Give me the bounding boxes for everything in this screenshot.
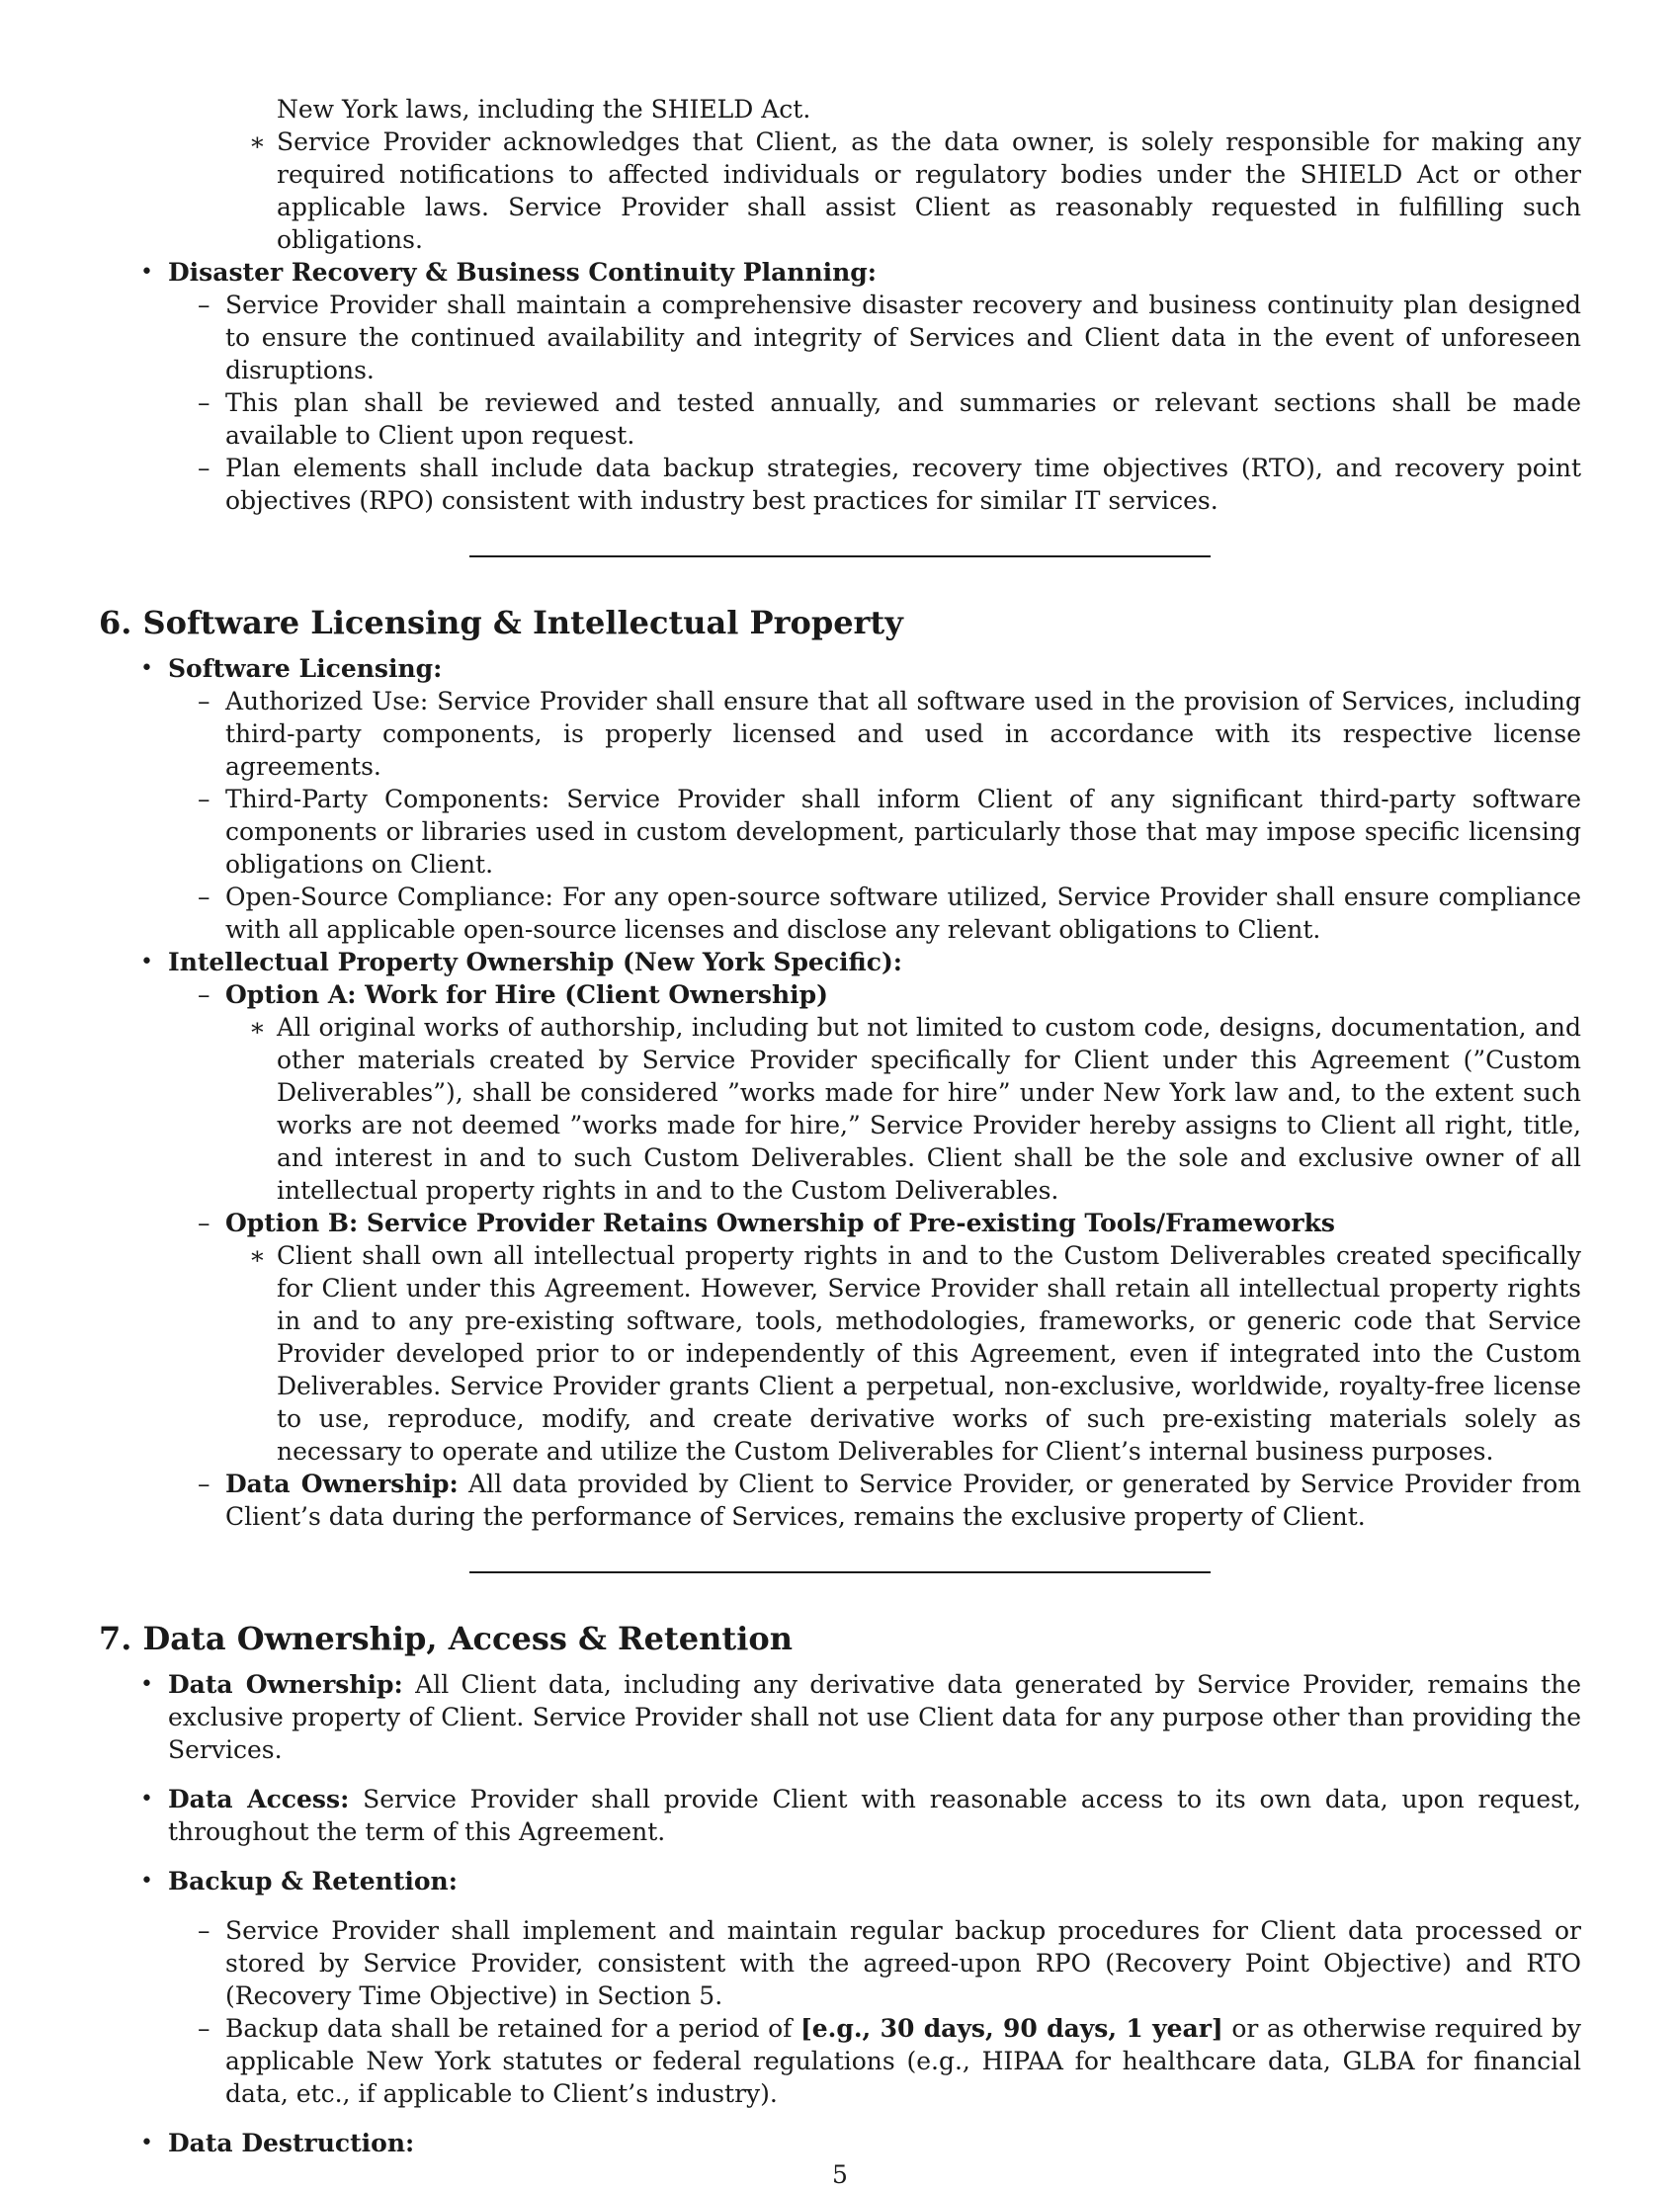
list-item: ∗ Client shall own all intellectual property rights in and to the Custom Deliverables created specifically for Client under this Agreement. However, Service Provider shall retain all intellectual property rights in and to any pre-existing software, tools, methodologies, frameworks, or generic code that Service Provider developed prior to or independently of this Agreement, even if integrated into the Custom Deliverables. Service Provider grants Client a perpetual, non-exclusive, worldwide, royalty-free license to use, reproduce, modify, and create derivative works of such pre-existing materials solely as necessary to operate and utilize the Custom Deliverables for Client’s internal business purposes. [249, 1241, 1581, 1466]
asterisk-bullet: ∗ [249, 1013, 266, 1042]
dash-bullet: – [198, 454, 210, 482]
list-item: • Data Ownership: All Client data, including any derivative data generated by Service Provider, remains the exclusive property of Client. Service Provider shall not use Client data for any purpose other than providing the Services. [140, 1670, 1581, 1764]
asterisk-bullet: ∗ [249, 1241, 266, 1270]
dash-bullet: – [198, 980, 210, 1009]
dash-bullet: – [198, 1470, 210, 1498]
dash-bullet: – [198, 785, 210, 813]
dash-bullet: – [198, 1916, 210, 1945]
section-7-title: 7. Data Ownership, Access & Retention [99, 1620, 793, 1657]
list-item: – Third-Party Components: Service Provider shall inform Client of any significant third-party software components or libraries used in custom development, particularly those that may impose specific licensing obligations on Client. [198, 785, 1581, 879]
list-item: – Plan elements shall include data backup strategies, recovery time objectives (RTO), and recovery point objectives (RPO) consistent with industry best practices for similar IT services. [198, 454, 1581, 515]
page-number: 5 [832, 2160, 848, 2189]
list-item: ∗ All original works of authorship, including but not limited to custom code, designs, documentation, and other materials created by Service Provider specifically for Client under this Agreement (”Custom Deliverables”), shall be considered ”works made for hire” under New York law and, to the extent such works are not deemed ”works made for hire,” Service Provider hereby assigns to Client all right, title, and interest in and to such Custom Deliverables. Client shall be the sole and exclusive owner of all intellectual property rights in and to the Custom Deliverables. [249, 1013, 1581, 1205]
data-destruction-heading: • Data Destruction: [140, 2129, 415, 2157]
section-divider [469, 555, 1211, 557]
section-divider [469, 1571, 1211, 1573]
ip-ownership-heading: • Intellectual Property Ownership (New York Specific): [140, 948, 903, 976]
dash-bullet: – [198, 687, 210, 716]
bullet: • [140, 2131, 153, 2155]
bullet: • [140, 1672, 153, 1697]
bullet: • [140, 260, 153, 285]
list-item: ∗ Service Provider acknowledges that Client, as the data owner, is solely responsible for making any required notifications to affected individuals or regulatory bodies under the SHIELD Act or other applicable laws. Service Provider shall assist Client as reasonably requested in fulfilling such obligations. [249, 127, 1581, 254]
bullet: • [140, 1869, 153, 1894]
list-item: – Data Ownership: All data provided by Client to Service Provider, or generated by Service Provider from Client’s data during the performance of Services, remains the exclusive property of Client. [198, 1470, 1581, 1531]
dash-bullet: – [198, 2014, 210, 2043]
list-item: – Authorized Use: Service Provider shall ensure that all software used in the provision of Services, including third-party components, is properly licensed and used in accordance with its respective license agreements. [198, 687, 1581, 781]
dash-bullet: – [198, 388, 210, 417]
option-a-heading: – Option A: Work for Hire (Client Ownership) [198, 980, 828, 1009]
list-item: – Service Provider shall maintain a comprehensive disaster recovery and business continuity plan designed to ensure the continued availability and integrity of Services and Client data in the event of unforeseen disruptions. [198, 291, 1581, 384]
list-item: – Backup data shall be retained for a period of [e.g., 30 days, 90 days, 1 year] or as otherwise required by applicable New York statutes or federal regulations (e.g., HIPAA for healthcare data, GLBA for financial data, etc., if applicable to Client’s industry). [198, 2014, 1581, 2108]
list-item: • Data Access: Service Provider shall provide Client with reasonable access to its own data, upon request, throughout the term of this Agreement. [140, 1785, 1581, 1846]
bullet: • [140, 950, 153, 974]
asterisk-bullet: ∗ [249, 127, 266, 156]
section-6-title: 6. Software Licensing & Intellectual Property [99, 604, 903, 641]
list-item: – Open-Source Compliance: For any open-source software utilized, Service Provider shall ensure compliance with all applicable open-source licenses and disclose any relevant obligations to Client. [198, 883, 1581, 944]
software-licensing-heading: • Software Licensing: [140, 654, 443, 683]
bullet: • [140, 656, 153, 681]
document-page [99, 93, 1581, 2159]
bullet: • [140, 1787, 153, 1811]
option-b-heading: – Option B: Service Provider Retains Ownership of Pre-existing Tools/Frameworks [198, 1209, 1335, 1237]
list-item: – Service Provider shall implement and maintain regular backup procedures for Client data processed or stored by Service Provider, consistent with the agreed-upon RPO (Recovery Point Objective) and RTO (Recovery Time Objective) in Section 5. [198, 1916, 1581, 2010]
continued-text: New York laws, including the SHIELD Act. [277, 95, 811, 124]
dash-bullet: – [198, 1209, 210, 1237]
dash-bullet: – [198, 291, 210, 319]
backup-heading: • Backup & Retention: [140, 1867, 458, 1895]
dash-bullet: – [198, 883, 210, 911]
list-item: – This plan shall be reviewed and tested annually, and summaries or relevant sections shall be made available to Client upon request. [198, 388, 1581, 450]
drbc-heading: • Disaster Recovery & Business Continuity Planning: [140, 258, 878, 287]
